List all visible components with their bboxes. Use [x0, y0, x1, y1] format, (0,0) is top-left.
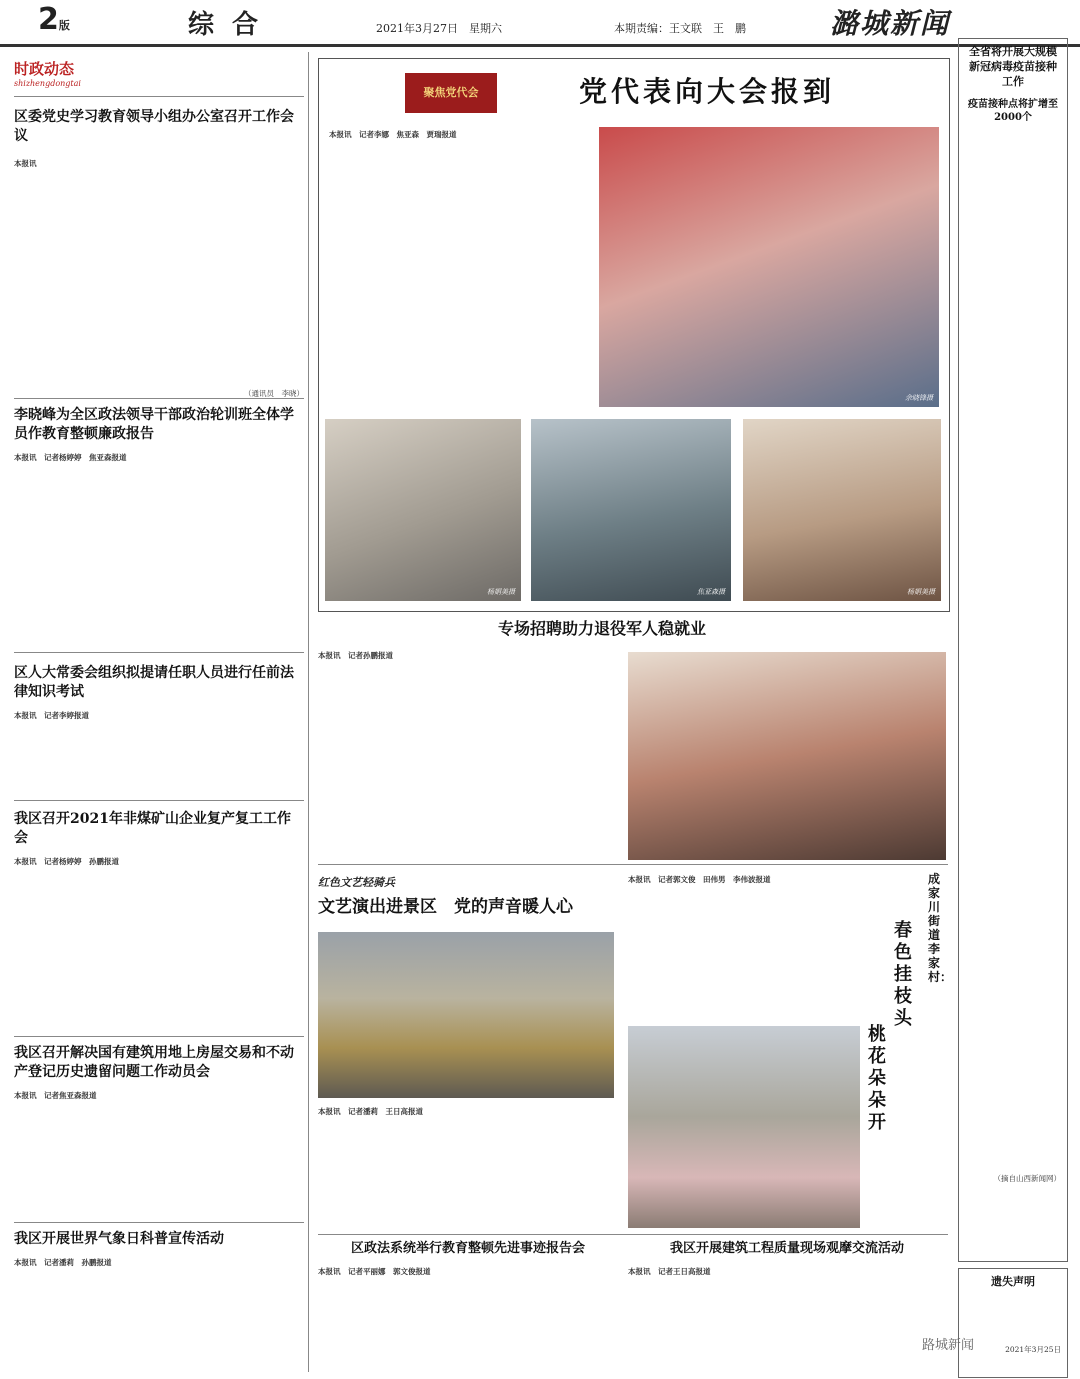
photo-caption: 焦亚森摄	[697, 588, 725, 596]
divider	[14, 652, 304, 653]
issue-date: 2021年3月27日 星期六	[376, 22, 502, 35]
article-body	[628, 1266, 946, 1366]
headline: 我区开展世界气象日科普宣传活动	[14, 1231, 224, 1247]
article-body	[14, 452, 304, 642]
article-body	[318, 1266, 618, 1366]
recruit-photo	[628, 652, 946, 860]
culture-article	[318, 874, 618, 919]
culture-body	[318, 1106, 614, 1230]
divider	[14, 1222, 304, 1223]
article-body	[14, 1090, 304, 1210]
signature: （通讯员 李晓）	[244, 388, 304, 398]
peach-body	[628, 874, 864, 1010]
feature-photo	[743, 419, 941, 601]
page-number: 2版	[38, 2, 70, 37]
article-body	[14, 1257, 304, 1367]
byline: 本报讯 记者杨婷婷 孙鹏报道	[14, 856, 119, 866]
byline: 本报讯 记者孙鹏报道	[318, 651, 393, 660]
divider	[318, 864, 948, 865]
article-5	[14, 1044, 304, 1210]
article-body	[14, 710, 304, 780]
feature-photo-main	[599, 127, 939, 407]
feature-title: 党代表向大会报到	[579, 75, 836, 108]
headline: 李晓峰为全区政法领导干部政治轮训班全体学员作教育整顿廉政报告	[14, 407, 294, 442]
article-body	[14, 856, 304, 1016]
notice-date: 2021年3月25日	[1005, 1344, 1061, 1354]
headline: 我区召开解决国有建筑用地上房屋交易和不动产登记历史遗留问题工作动员会	[14, 1045, 294, 1080]
editors-line: 本期责编：王文联 王 鹏	[614, 22, 746, 35]
byline: 本报讯 记者潘莉 王日高报道	[318, 1107, 423, 1116]
sidebar-signature: （摘自山西新闻网）	[993, 1173, 1061, 1183]
article-2	[14, 406, 304, 642]
peach-title-2: 桃花朵朵开	[868, 1024, 886, 1133]
paper-logo: 潞城新闻	[830, 7, 951, 40]
culture-kicker: 红色文艺轻骑兵	[318, 876, 395, 889]
peach-photo	[628, 1026, 860, 1228]
column-label-pinyin: shizhengdongtai	[14, 79, 81, 88]
divider	[14, 96, 304, 97]
masthead	[0, 0, 1080, 47]
peach-title-1: 春色挂枝头	[894, 920, 912, 1029]
section-title: 综合	[188, 10, 277, 40]
page-suffix: 版	[58, 19, 70, 32]
headline: 我区召开2021年非煤矿山企业复产复工工作会	[14, 811, 291, 846]
article-6	[14, 1230, 304, 1367]
photo-caption: 杨娟美摄	[487, 588, 515, 596]
bottom-article-1	[318, 1240, 618, 1366]
bottom-article-2	[628, 1240, 946, 1366]
sidebar-title: 全省将开展大规模新冠病毒疫苗接种工作	[969, 45, 1057, 88]
recruit-body	[318, 650, 618, 850]
feature-banner: 聚焦党代会	[405, 73, 497, 113]
culture-photo	[318, 932, 614, 1098]
notice-title: 遗失声明	[991, 1275, 1035, 1288]
byline: 本报讯 记者李婷报道	[14, 710, 89, 720]
divider	[318, 1234, 948, 1235]
headline: 区人大常委会组织拟提请任职人员进行任前法律知识考试	[14, 665, 294, 700]
sidebar	[958, 38, 1068, 1262]
culture-title: 文艺演出进景区 党的声音暖人心	[318, 897, 573, 917]
byline: 本报讯 记者焦亚森报道	[14, 1090, 97, 1100]
feature-photo	[531, 419, 731, 601]
headline: 区政法系统举行教育整顿先进事迹报告会	[350, 1241, 585, 1256]
article-4	[14, 810, 304, 1016]
column-divider	[308, 52, 309, 1372]
byline: 本报讯 记者王日高报道	[628, 1266, 711, 1276]
byline: 本报讯 记者潘莉 孙鹏报道	[14, 1257, 112, 1267]
column-label-title: 时政动态	[14, 60, 75, 78]
watermark: 路城新闻	[922, 1338, 975, 1353]
column-label	[14, 58, 304, 92]
divider	[14, 398, 304, 399]
divider	[14, 1036, 304, 1037]
byline: 本报讯 记者李娜 焦亚森 贾瑞报道	[329, 130, 457, 139]
byline: 本报讯 记者平丽娜 郭文俊报道	[318, 1266, 431, 1276]
byline: 本报讯 记者郭文俊 田伟男 李伟波报道	[628, 875, 771, 884]
feature-body	[329, 129, 597, 403]
sidebar-body	[965, 133, 1061, 1173]
feature-box	[318, 58, 950, 612]
divider	[14, 800, 304, 801]
notice-box	[958, 1268, 1068, 1378]
article-1	[14, 108, 304, 399]
headline: 我区开展建筑工程质量现场观摩交流活动	[669, 1241, 904, 1256]
headline: 区委党史学习教育领导小组办公室召开工作会议	[14, 109, 294, 144]
recruit-title: 专场招聘助力退役军人稳就业	[498, 619, 707, 638]
notice-body	[965, 1296, 1061, 1344]
article-body	[14, 158, 304, 388]
sidebar-subtitle: 疫苗接种点将扩增至2000个	[968, 98, 1058, 124]
feature-photo	[325, 419, 521, 601]
photo-caption: 余晓锋摄	[905, 394, 933, 402]
photo-caption: 杨娟美摄	[907, 588, 935, 596]
article-3	[14, 664, 304, 780]
byline: 本报讯 记者杨婷婷 焦亚森报道	[14, 452, 127, 462]
byline: 本报讯	[14, 158, 37, 168]
peach-kicker: 成家川街道李家村：	[928, 872, 953, 984]
